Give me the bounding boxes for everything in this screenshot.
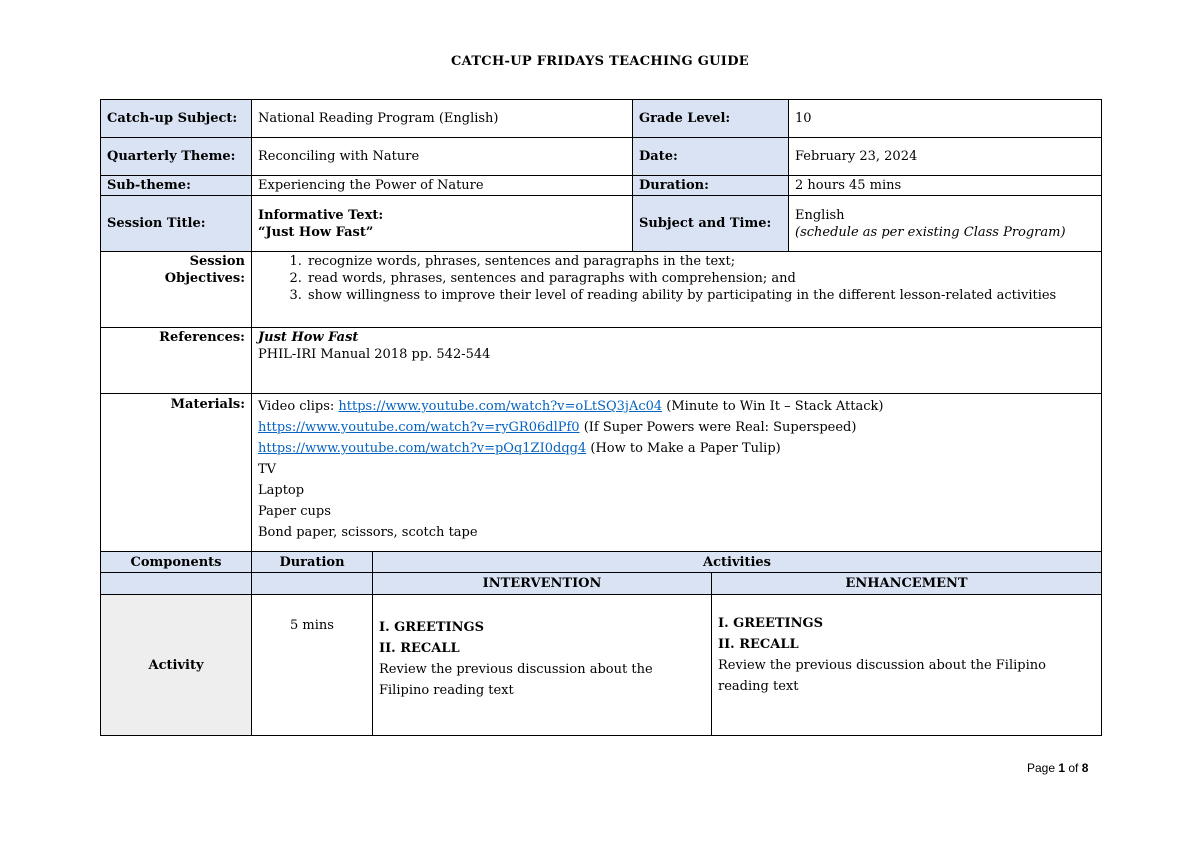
duration-label: Duration:: [633, 176, 789, 196]
intervention-text: Review the previous discussion about the Filipino reading text: [379, 662, 653, 698]
video-link-superspeed[interactable]: https://www.youtube.com/watch?v=ryGR06dlPf0: [258, 420, 580, 435]
page-number: [1027, 761, 1088, 775]
activity-duration: 5 mins: [252, 595, 373, 736]
quarterly-theme-label: Quarterly Theme:: [101, 138, 252, 176]
page-total: 8: [1081, 761, 1089, 775]
intervention-header: INTERVENTION: [373, 573, 712, 595]
activities-header: Activities: [373, 552, 1102, 573]
session-title-line2: “Just How Fast”: [258, 224, 374, 240]
objectives-list: [258, 253, 1095, 304]
intervention-recall: II. RECALL: [379, 641, 460, 656]
duration-value: 2 hours 45 mins: [789, 176, 1102, 196]
material-item: Paper cups: [258, 504, 331, 519]
intervention-cell: [373, 595, 712, 736]
duration-subheader-blank: [252, 573, 373, 595]
video-link-desc: (Minute to Win It – Stack Attack): [662, 399, 884, 414]
materials-value: [252, 394, 1102, 554]
materials-label: Materials:: [101, 394, 252, 554]
page-current: 1: [1058, 761, 1066, 775]
page-of: of: [1065, 761, 1082, 775]
material-video-line: [258, 417, 1095, 438]
page-prefix: Page: [1027, 761, 1059, 775]
material-video-line: [258, 396, 1095, 417]
components-subheader-blank: [101, 573, 252, 595]
date-label: Date:: [633, 138, 789, 176]
objectives-value: [252, 252, 1102, 328]
enhancement-recall: II. RECALL: [718, 637, 799, 652]
subject-time-value: [789, 196, 1102, 252]
grade-level-label: Grade Level:: [633, 100, 789, 138]
subtheme-label: Sub-theme:: [101, 176, 252, 196]
date-value: February 23, 2024: [789, 138, 1102, 176]
session-info-table: [100, 99, 1102, 554]
page-title: CATCH-UP FRIDAYS TEACHING GUIDE: [451, 54, 749, 69]
enhancement-header: ENHANCEMENT: [712, 573, 1102, 595]
material-item: TV: [258, 462, 277, 477]
video-link-desc: (If Super Powers were Real: Superspeed): [579, 420, 857, 435]
duration-header: Duration: [252, 552, 373, 573]
enhancement-greetings: I. GREETINGS: [718, 616, 823, 631]
references-label: References:: [101, 328, 252, 394]
components-table: [100, 551, 1102, 736]
video-link-desc: (How to Make a Paper Tulip): [586, 441, 781, 456]
quarterly-theme-value: Reconciling with Nature: [252, 138, 633, 176]
references-value: [252, 328, 1102, 394]
objectives-label: Session Objectives:: [101, 252, 252, 328]
video-link-paper-tulip[interactable]: https://www.youtube.com/watch?v=pOq1ZI0dqg4: [258, 441, 587, 456]
material-item: Bond paper, scissors, scotch tape: [258, 525, 478, 540]
session-title-line1: Informative Text:: [258, 207, 384, 223]
components-header: Components: [101, 552, 252, 573]
objective-item: 1. recognize words, phrases, sentences and paragraphs in the text;: [306, 253, 1095, 270]
material-video-line: [258, 438, 1095, 459]
catchup-subject-value: National Reading Program (English): [252, 100, 633, 138]
activity-component: Activity: [101, 595, 252, 736]
session-title-value: [252, 196, 633, 252]
video-link-stack-attack[interactable]: https://www.youtube.com/watch?v=oLtSQ3jAc04: [338, 399, 663, 414]
enhancement-text: Review the previous discussion about the Filipino reading text: [718, 658, 1046, 694]
subject-time-line2: (schedule as per existing Class Program): [795, 224, 1066, 240]
reference-title: Just How Fast: [258, 330, 359, 345]
subtheme-value: Experiencing the Power of Nature: [252, 176, 633, 196]
objective-item: 3. show willingness to improve their level of reading ability by participating in the different lesson-related activities: [306, 287, 1095, 304]
subject-time-line1: English: [795, 207, 845, 223]
subject-time-label: Subject and Time:: [633, 196, 789, 252]
session-title-label: Session Title:: [101, 196, 252, 252]
video-clips-prefix: Video clips:: [258, 399, 339, 414]
reference-line: PHIL-IRI Manual 2018 pp. 542-544: [258, 347, 491, 362]
enhancement-cell: [712, 595, 1102, 736]
material-item: Laptop: [258, 483, 305, 498]
intervention-greetings: I. GREETINGS: [379, 620, 484, 635]
grade-level-value: 10: [789, 100, 1102, 138]
objective-item: 2. read words, phrases, sentences and paragraphs with comprehension; and: [306, 270, 1095, 287]
catchup-subject-label: Catch-up Subject:: [101, 100, 252, 138]
